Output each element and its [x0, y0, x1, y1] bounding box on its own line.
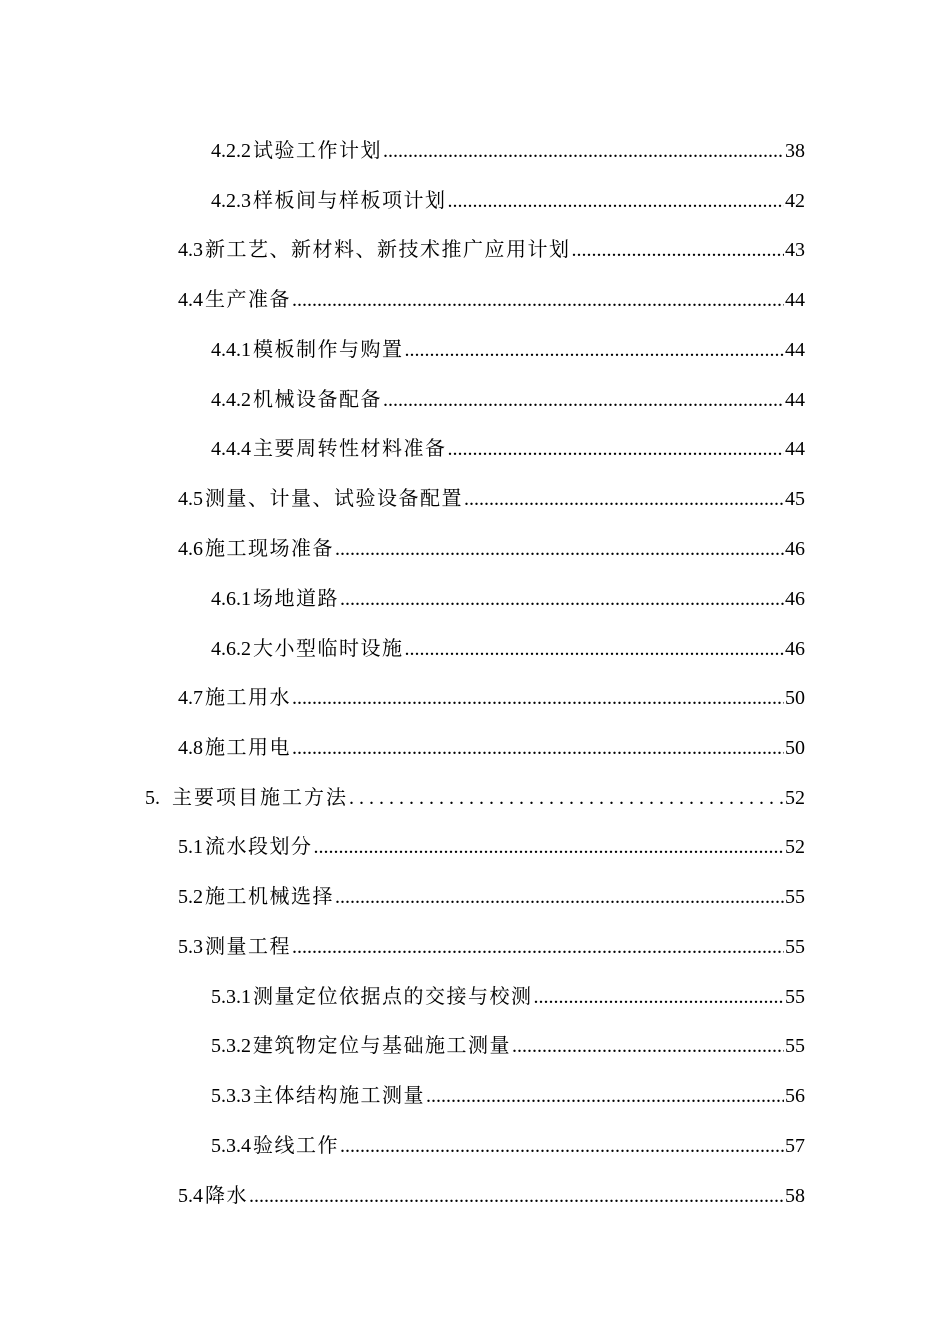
dot-leader	[405, 634, 785, 664]
toc-entry-title	[178, 932, 291, 962]
toc-entry[interactable]	[178, 832, 805, 862]
dot-leader	[405, 335, 785, 365]
toc-entry-number: 4.3	[178, 239, 203, 261]
toc-entry[interactable]	[178, 932, 805, 962]
toc-entry-title	[178, 683, 291, 713]
dot-leader	[340, 1131, 784, 1161]
toc-entry-text: 施工机械选择	[205, 886, 334, 908]
dot-leader	[512, 1031, 784, 1061]
toc-entry-number: 5.3.4	[211, 1135, 251, 1157]
toc-entry-title	[211, 136, 382, 166]
toc-entry-text: 降水	[205, 1185, 248, 1207]
toc-entry[interactable]	[211, 634, 805, 664]
toc-entry-page: 43	[785, 239, 805, 261]
toc-entry-page: 44	[785, 389, 805, 411]
toc-entry[interactable]	[178, 235, 805, 265]
toc-entry-number: 4.4.1	[211, 339, 251, 361]
dot-leader	[448, 186, 785, 216]
toc-entry-title	[178, 285, 291, 315]
toc-entry-text: 流水段划分	[205, 836, 313, 858]
toc-entry-number: 4.5	[178, 488, 203, 510]
dot-leader	[314, 832, 785, 862]
toc-entry-page: 57	[785, 1135, 805, 1157]
toc-entry-number: 5.4	[178, 1185, 203, 1207]
dot-leader	[292, 932, 784, 962]
toc-entry-page: 46	[785, 638, 805, 660]
toc-entry-page: 50	[785, 737, 805, 759]
toc-entry-title	[211, 186, 447, 216]
toc-entry-text: 新工艺、新材料、新技术推广应用计划	[205, 239, 571, 261]
toc-entry[interactable]	[211, 1131, 805, 1161]
toc-entry-number: 5.	[145, 787, 160, 809]
toc-entry-page: 55	[785, 986, 805, 1008]
toc-entry-text: 生产准备	[205, 289, 291, 311]
toc-entry-page: 52	[785, 836, 805, 858]
toc-entry[interactable]	[211, 335, 805, 365]
toc-entry-text: 测量定位依据点的交接与校测	[253, 986, 533, 1008]
dot-leader	[335, 882, 784, 912]
toc-entry[interactable]	[211, 136, 805, 166]
toc-entry-number: 4.4	[178, 289, 203, 311]
toc-entry-text: 施工用水	[205, 687, 291, 709]
toc-entry-text: 施工现场准备	[205, 538, 334, 560]
toc-entry-title	[211, 1031, 511, 1061]
toc-entry-number: 4.4.4	[211, 438, 251, 460]
toc-entry[interactable]	[211, 1081, 805, 1111]
toc-entry-title	[178, 1181, 248, 1211]
toc-entry-text: 机械设备配备	[253, 389, 382, 411]
toc-entry-page: 58	[785, 1185, 805, 1207]
toc-entry-number: 5.3.3	[211, 1085, 251, 1107]
toc-entry[interactable]	[178, 733, 805, 763]
toc-entry-page: 52	[785, 787, 805, 809]
toc-entry-number: 5.1	[178, 836, 203, 858]
toc-entry-page: 46	[785, 538, 805, 560]
toc-entry-title	[178, 733, 291, 763]
toc-entry-title	[211, 385, 382, 415]
toc-entry-number: 5.2	[178, 886, 203, 908]
toc-entry-text: 验线工作	[253, 1135, 339, 1157]
toc-entry-text: 施工用电	[205, 737, 291, 759]
toc-entry[interactable]	[178, 285, 805, 315]
toc-entry[interactable]	[178, 683, 805, 713]
toc-entry[interactable]	[211, 186, 805, 216]
toc-entry[interactable]	[211, 1031, 805, 1061]
dot-leader	[292, 683, 784, 713]
toc-entry-text: 测量工程	[205, 936, 291, 958]
toc-entry-page: 55	[785, 1035, 805, 1057]
dot-leader	[349, 783, 784, 813]
dot-leader	[249, 1181, 784, 1211]
toc-entry-text: 建筑物定位与基础施工测量	[253, 1035, 511, 1057]
toc-entry-title	[211, 982, 533, 1012]
toc-entry-page: 45	[785, 488, 805, 510]
toc-entry-number: 5.3	[178, 936, 203, 958]
toc-entry-title	[178, 484, 463, 514]
dot-leader	[572, 235, 785, 265]
toc-entry-text: 主要项目施工方法	[172, 787, 348, 809]
dot-leader	[383, 136, 784, 166]
dot-leader	[383, 385, 784, 415]
toc-entry[interactable]	[178, 484, 805, 514]
dot-leader	[448, 434, 785, 464]
toc-entry-number: 4.6.1	[211, 588, 251, 610]
toc-entry-title	[145, 783, 348, 813]
toc-entry-title	[211, 1131, 339, 1161]
toc-entry-title	[211, 634, 404, 664]
toc-entry-text: 试验工作计划	[253, 140, 382, 162]
toc-entry-number: 4.2.2	[211, 140, 251, 162]
toc-entry-text: 样板间与样板项计划	[253, 190, 447, 212]
toc-entry[interactable]	[211, 982, 805, 1012]
toc-entry-title	[178, 882, 334, 912]
toc-entry-title	[211, 335, 404, 365]
dot-leader	[426, 1081, 784, 1111]
dot-leader	[292, 285, 784, 315]
toc-entry-title	[178, 235, 571, 265]
toc-entry-text: 主体结构施工测量	[253, 1085, 425, 1107]
toc-entry-number: 4.4.2	[211, 389, 251, 411]
toc-entry[interactable]	[211, 584, 805, 614]
toc-entry-title	[178, 832, 313, 862]
toc-entry[interactable]	[211, 385, 805, 415]
toc-entry-page: 44	[785, 339, 805, 361]
toc-entry[interactable]	[178, 1181, 805, 1211]
toc-entry-page: 55	[785, 936, 805, 958]
toc-entry-text: 测量、计量、试验设备配置	[205, 488, 463, 510]
toc-entry-number: 4.2.3	[211, 190, 251, 212]
toc-entry[interactable]	[178, 882, 805, 912]
toc-entry-text: 场地道路	[253, 588, 339, 610]
toc-entry-page: 56	[785, 1085, 805, 1107]
toc-entry-text: 模板制作与购置	[253, 339, 404, 361]
toc-entry-page: 50	[785, 687, 805, 709]
dot-leader	[335, 534, 784, 564]
toc-entry-title	[211, 1081, 425, 1111]
dot-leader	[534, 982, 785, 1012]
dot-leader	[340, 584, 784, 614]
toc-entry-page: 55	[785, 886, 805, 908]
toc-entry-page: 46	[785, 588, 805, 610]
toc-entry-number: 5.3.2	[211, 1035, 251, 1057]
toc-entry-number: 5.3.1	[211, 986, 251, 1008]
dot-leader	[292, 733, 784, 763]
toc-entry-page: 42	[785, 190, 805, 212]
toc-entry-title	[178, 534, 334, 564]
toc-entry-title	[211, 434, 447, 464]
toc-entry-title	[211, 584, 339, 614]
toc-entry-number: 4.6.2	[211, 638, 251, 660]
toc-entry-page: 44	[785, 438, 805, 460]
toc-entry-page: 38	[785, 140, 805, 162]
toc-entry-text: 大小型临时设施	[253, 638, 404, 660]
toc-entry-page: 44	[785, 289, 805, 311]
toc-entry-number: 4.6	[178, 538, 203, 560]
toc-entry-text: 主要周转性材料准备	[253, 438, 447, 460]
dot-leader	[464, 484, 784, 514]
toc-entry[interactable]	[211, 434, 805, 464]
toc-entry[interactable]	[178, 534, 805, 564]
toc-entry-number: 4.8	[178, 737, 203, 759]
toc-entry-number: 4.7	[178, 687, 203, 709]
toc-entry-chapter[interactable]	[145, 783, 805, 813]
